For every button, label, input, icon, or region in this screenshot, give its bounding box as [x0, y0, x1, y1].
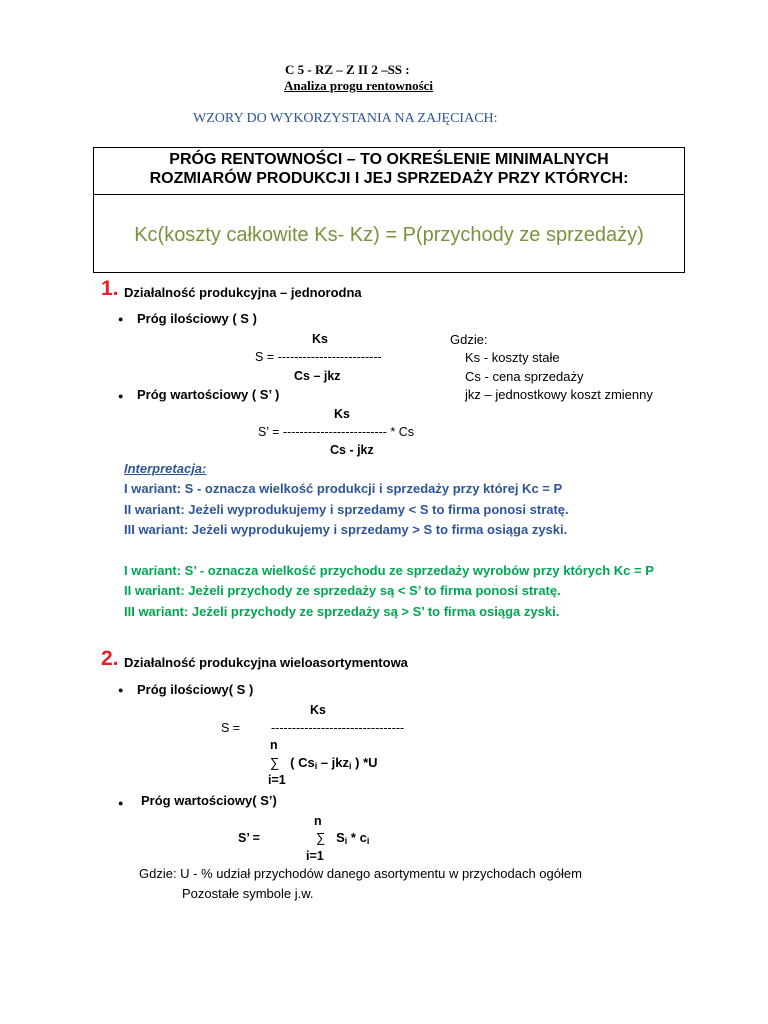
document-code: C 5 - RZ – Z II 2 –SS : — [285, 62, 410, 77]
interpretation-green-2: II wariant: Jeżeli przychody ze sprzedaży są < S’ to firma ponosi stratę. — [124, 583, 561, 598]
section2-title: Działalność produkcyjna wieloasortymentowa — [124, 655, 408, 670]
definition-line2: ROZMIARÓW PRODUKCJI I JEJ SPRZEDAŻY PRZY KTÓRYCH: — [149, 170, 629, 187]
s2-v-term-s: S — [336, 830, 345, 845]
s2-v-term-mult: * c — [347, 830, 367, 845]
s2-term-close: ) *U — [351, 755, 378, 770]
interpretation-blue-1: I wariant: S - oznacza wielkość produkcji i sprzedaży przy której Kc = P — [124, 481, 563, 496]
s1-q-denominator: Cs – jkz — [294, 369, 341, 383]
definition-line1: PRÓG RENTOWNOŚCI – TO OKREŚLENIE MINIMALNYCH — [169, 151, 609, 168]
sum-icon: ∑ — [316, 830, 326, 845]
s1-q-formula: S = ------------------------- — [255, 350, 382, 364]
s2-v-sum-top: n — [314, 814, 322, 828]
definition-box-bottom — [93, 194, 685, 273]
section1-bullet-quantity: Próg ilościowy ( S ) — [137, 311, 257, 326]
section1-bullet-value: Próg wartościowy ( S’ ) — [137, 387, 280, 402]
document-subtitle: Analiza progu rentowności — [284, 78, 434, 93]
s2-term-mid: – jkz — [317, 755, 349, 770]
s2-sum-term — [270, 755, 378, 771]
definition-box-top — [93, 147, 685, 195]
s1-v-denominator: Cs - jkz — [330, 443, 374, 457]
s2-sub-i: i — [349, 761, 352, 771]
section2-number: 2. — [101, 647, 119, 670]
section2-bullet-value: Próg wartościowy( S’) — [141, 793, 277, 808]
s2-sub-i: i — [344, 836, 348, 846]
interpretation-green-3: III wariant: Jeżeli przychody ze sprzedaży są > S’ to firma osiąga zyski. — [124, 604, 560, 619]
s1-v-formula: S’ = ------------------------- * Cs — [258, 425, 415, 439]
section2-bullet-quantity: Próg ilościowy( S ) — [137, 682, 254, 697]
interpretation-blue-3: III wariant: Jeżeli wyprodukujemy i sprzedamy > S to firma osiąga zyski. — [124, 522, 568, 537]
s2-q-numerator: Ks — [310, 703, 326, 717]
s1-q-numerator: Ks — [312, 332, 328, 346]
legend-jkz: jkz – jednostkowy koszt zmienny — [465, 387, 653, 402]
bullet-icon: ● — [118, 685, 124, 695]
interpretation-title: Interpretacja: — [124, 461, 207, 476]
interpretation-blue-2: II wariant: Jeżeli wyprodukujemy i sprzedamy < S to firma ponosi stratę. — [124, 502, 569, 517]
bullet-icon: ● — [118, 314, 124, 324]
bullet-icon: ● — [118, 391, 124, 401]
interpretation-green-1: I wariant: S’ - oznacza wielkość przychodu ze sprzedaży wyrobów przy których Kc = P — [124, 563, 654, 578]
formulas-title: WZORY DO WYKORZYSTANIA NA ZAJĘCIACH: — [193, 111, 498, 126]
legend-ks: Ks - koszty stałe — [465, 350, 560, 365]
s2-v-sum-bottom: i=1 — [306, 849, 324, 863]
legend-title: Gdzie: — [450, 332, 488, 347]
s2-q-lhs: S = — [221, 721, 241, 735]
s2-term-open: ( Cs — [290, 755, 315, 770]
legend-cs: Cs - cena sprzedaży — [465, 369, 584, 384]
s2-sum-top: n — [270, 738, 278, 752]
s1-v-numerator: Ks — [334, 407, 350, 421]
section1-title: Działalność produkcyjna – jednorodna — [124, 285, 362, 300]
sum-icon: ∑ — [270, 755, 280, 770]
s2-v-lhs: S’ = — [238, 831, 260, 845]
s2-sub-i: i — [314, 761, 318, 771]
note-2: Pozostałe symbole j.w. — [182, 886, 314, 901]
note-1: Gdzie: U - % udział przychodów danego asortymentu w przychodach ogółem — [139, 866, 582, 881]
s2-v-term — [316, 830, 369, 846]
s2-q-dashes: -------------------------------- — [271, 721, 405, 735]
section1-number: 1. — [101, 277, 119, 300]
s2-sub-i: i — [366, 836, 370, 846]
definition-formula: Kc(koszty całkowite Ks- Kz) = P(przychody ze sprzedaży) — [134, 224, 644, 246]
bullet-icon: ● — [118, 798, 124, 808]
s2-sum-bottom: i=1 — [268, 773, 286, 787]
